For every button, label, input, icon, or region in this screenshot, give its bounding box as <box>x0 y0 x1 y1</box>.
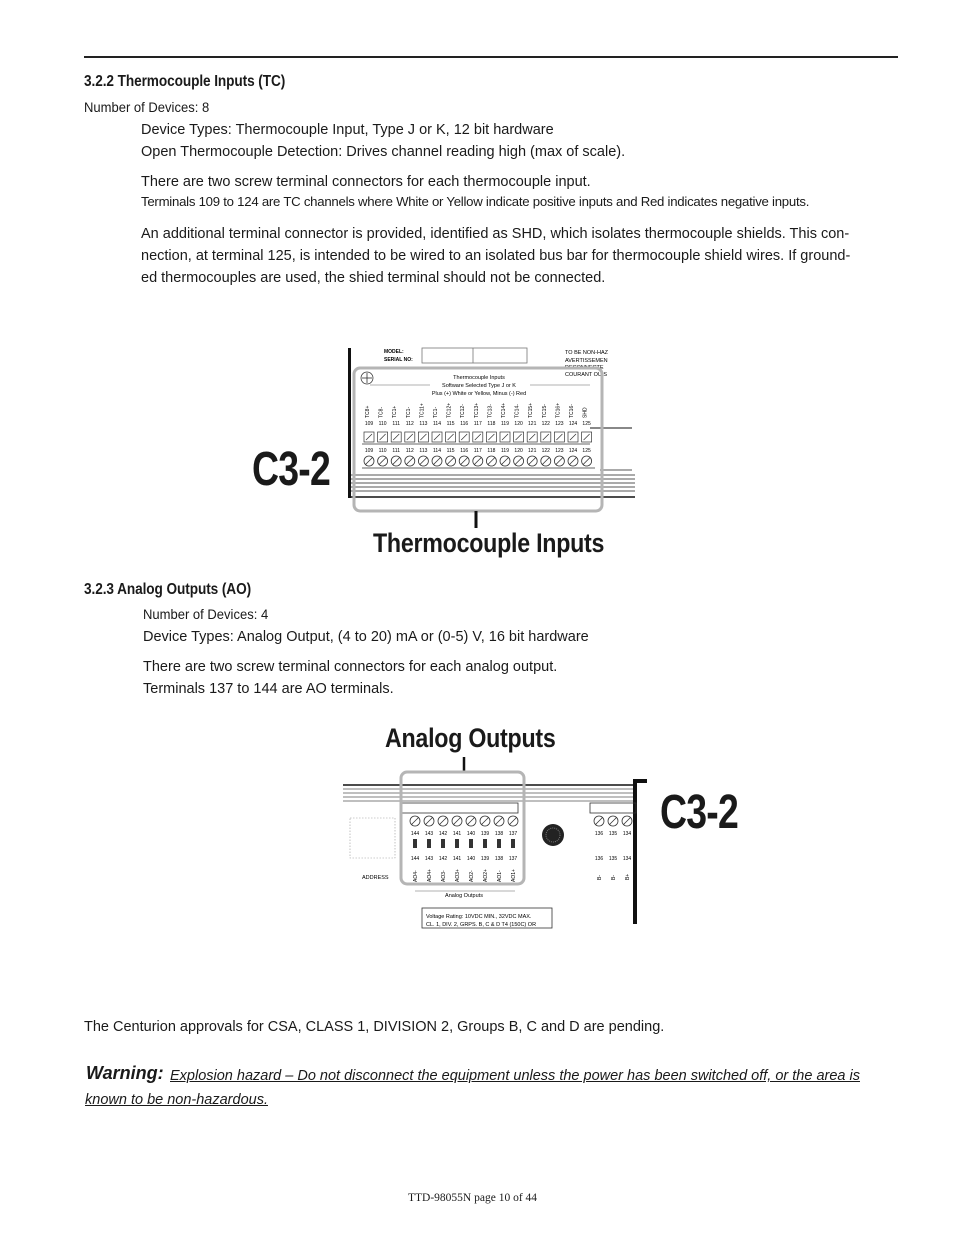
tc-terminal-number: 123 <box>555 448 564 454</box>
tc-channel-label: SHD <box>582 407 589 418</box>
tc-terminal-clamp-mark <box>407 434 413 440</box>
warning-title: Warning: <box>86 1063 164 1083</box>
ao-terminal-number: 137 <box>508 831 518 837</box>
tc-terminal-number: 122 <box>541 448 550 454</box>
tc-terminal-number: 118 <box>487 421 496 427</box>
right-screw-slot <box>596 818 603 825</box>
right-terminal-number: 136 <box>594 856 604 862</box>
tc-terminal-number: 113 <box>419 448 428 454</box>
serial-label: SERIAL NO: <box>384 357 413 363</box>
tc-channel-label: TC16+ <box>555 402 562 418</box>
tc-callout-label: Thermocouple Inputs <box>373 528 605 558</box>
tc-screw-slot <box>515 458 522 465</box>
tc-terminal-clamp-mark <box>584 434 590 440</box>
tc-shield-line-3: ed thermocouples are used, the shied terminal should not be connected. <box>141 270 606 286</box>
ao-terminal-number: 143 <box>424 856 434 862</box>
tc-screw-slot <box>488 458 495 465</box>
right-terminal-number: 134 <box>622 831 632 837</box>
ao-screw-slot <box>412 818 419 825</box>
tc-terminal-number: 124 <box>568 421 578 427</box>
tc-terminal-clamp-mark <box>380 434 386 440</box>
address-label: ADDRESS <box>362 875 389 881</box>
right-terminal-label: B+ <box>625 873 631 880</box>
tc-terminal-number: 112 <box>405 421 414 427</box>
tc-terminal-number: 121 <box>528 421 537 427</box>
ao-terminal-number: 138 <box>494 856 504 862</box>
tc-channel-label: TC12+ <box>446 402 453 418</box>
tc-terminal-clamp-mark <box>393 434 399 440</box>
tc-terminal-clamp-mark <box>366 434 372 440</box>
ao-screw-slot <box>426 818 433 825</box>
tc-terminal-number: 119 <box>501 448 509 454</box>
right-terminal-label: B- <box>611 875 617 880</box>
tc-terminal-number: 123 <box>555 421 564 427</box>
ao-terminal-number: 141 <box>452 831 462 837</box>
ao-screw-slot <box>496 818 503 825</box>
ao-terminal-pin <box>455 839 459 848</box>
tc-terminal-number: 122 <box>541 421 550 427</box>
tc-group-sub2: Plus (+) White or Yellow, Minus (-) Red <box>431 391 527 397</box>
page-footer: TTD-98055N page 10 of 44 <box>408 1192 538 1204</box>
tc-channel-label: TC14- <box>514 404 521 418</box>
tc-channel-label: TC1+ <box>392 405 399 418</box>
tc-group-sub1: Software Selected Type J or K <box>442 383 516 389</box>
tc-channel-label: TC15- <box>541 404 548 418</box>
ao-screw-slot <box>482 818 489 825</box>
tc-channel-label: TC11+ <box>419 403 426 418</box>
ao-terminal-number: 138 <box>494 831 504 837</box>
ao-channel-label: AO2- <box>469 870 475 882</box>
warning-line-2-text: known to be non-hazardous. <box>85 1092 268 1108</box>
tc-screw-slot <box>393 458 400 465</box>
ao-terminal-number: 137 <box>508 856 518 862</box>
tc-screw-slot <box>406 458 413 465</box>
tc-terminal-number: 125 <box>582 421 591 427</box>
tc-terminal-clamp-mark <box>475 434 481 440</box>
model-label: MODEL: <box>384 349 404 355</box>
tc-terminal-clamp-mark <box>570 434 576 440</box>
ao-terminal-number: 139 <box>480 856 490 862</box>
address-dip-switch <box>350 818 395 858</box>
header-rule <box>84 56 898 58</box>
tc-terminal-number: 117 <box>473 448 482 454</box>
right-screw-slot <box>610 818 617 825</box>
ao-terminal-number: 141 <box>452 856 462 862</box>
tc-terminal-number: 125 <box>582 448 591 454</box>
tc-terminal-number: 114 <box>433 421 441 427</box>
ao-terminal-number: 144 <box>410 856 420 862</box>
tc-terminal-diagram <box>340 340 640 530</box>
ao-terminal-number: 143 <box>424 831 434 837</box>
tc-terminal-number: 112 <box>405 448 414 454</box>
tc-screw-slot <box>420 458 427 465</box>
tc-terminal-number: 120 <box>514 448 523 454</box>
tc-screw-slot <box>379 458 386 465</box>
ao-terminal-pin <box>497 839 501 848</box>
tc-board-label: C3-2 <box>252 443 331 496</box>
section-heading-tc: 3.2.2 Thermocouple Inputs (TC) <box>84 73 286 90</box>
tc-terminal-number: 116 <box>460 421 469 427</box>
tc-screw-slot <box>570 458 577 465</box>
tc-terminal-number: 109 <box>364 421 374 427</box>
ao-callout-label: Analog Outputs <box>385 723 556 753</box>
ao-channel-label: AO2+ <box>483 869 489 882</box>
tc-screw-slot <box>542 458 549 465</box>
right-screw-slot <box>624 818 631 825</box>
tc-terminal-number: 110 <box>378 448 387 454</box>
tc-terminal-clamp-mark <box>529 434 535 440</box>
knob-icon <box>542 824 564 846</box>
ao-terminal-pin <box>511 839 515 848</box>
tc-screw-slot <box>366 458 373 465</box>
ao-terminal-pin <box>427 839 431 848</box>
tc-group-title: Thermocouple Inputs <box>453 375 505 381</box>
warning-line-4: COURANT OU S <box>565 372 608 378</box>
tc-screw-slot <box>583 458 590 465</box>
tc-terminal-number: 110 <box>378 421 387 427</box>
ao-terminals-text: Terminals 137 to 144 are AO terminals. <box>143 681 394 697</box>
ao-screw-slot <box>468 818 475 825</box>
ao-channel-label: AO3+ <box>455 869 461 882</box>
ao-terminal-pin <box>483 839 487 848</box>
tc-terminal-clamp-mark <box>448 434 454 440</box>
tc-terminal-clamp-mark <box>516 434 522 440</box>
ao-number-of-devices: Number of Devices: 4 <box>143 606 269 622</box>
ao-terminal-pin <box>469 839 473 848</box>
right-terminal-label: B- <box>597 875 603 880</box>
tc-terminal-number: 116 <box>460 448 469 454</box>
voltage-line-1: Voltage Rating: 10VDC MIN., 32VDC MAX. <box>426 914 532 920</box>
tc-terminal-clamp-mark <box>502 434 508 440</box>
ao-device-types: Device Types: Analog Output, (4 to 20) mA or (0-5) V, 16 bit hardware <box>143 629 589 645</box>
tc-terminal-clamp-mark <box>488 434 494 440</box>
tc-terminal-clamp-mark <box>434 434 440 440</box>
tc-terminal-number: 111 <box>392 421 401 427</box>
ao-terminal-number: 140 <box>466 856 476 862</box>
tc-channel-label: TC12- <box>460 404 467 418</box>
tc-terminal-number: 117 <box>473 421 482 427</box>
tc-terminal-number: 115 <box>446 421 455 427</box>
tc-channel-label: TC16- <box>569 404 575 418</box>
right-terminal-number: 135 <box>608 856 618 862</box>
ao-terminal-pin <box>413 839 417 848</box>
ao-terminal-number: 142 <box>438 856 448 862</box>
tc-channel-label: TC14+ <box>501 402 507 418</box>
tc-terminal-clamp-mark <box>556 434 562 440</box>
ao-terminal-number: 142 <box>438 831 448 837</box>
tc-channel-label: TC8+ <box>365 405 371 418</box>
tc-terminal-number: 114 <box>433 448 441 454</box>
tc-terminal-number: 118 <box>487 448 496 454</box>
warning-line-2: AVERTISSEMEN <box>565 358 608 364</box>
tc-terminal-number: 120 <box>514 421 523 427</box>
voltage-line-2: CL. 1, DIV. 2, GRPS. B, C & D T4 (150C) OR <box>426 922 537 928</box>
tc-screw-slot <box>529 458 536 465</box>
tc-screw-slot <box>556 458 563 465</box>
tc-device-types: Device Types: Thermocouple Input, Type J or K, 12 bit hardware <box>141 122 554 138</box>
tc-screw-slot <box>447 458 454 465</box>
warning-line-1-text: Explosion hazard – Do not disconnect the equipment unless the power has been switched off, or the area is <box>170 1068 860 1084</box>
ao-terminal-number: 144 <box>410 831 420 837</box>
warning-line-3: DECONNECTE <box>565 365 604 371</box>
tc-terminal-number: 115 <box>446 448 455 454</box>
tc-terminal-number: 121 <box>528 448 537 454</box>
tc-screw-slot <box>474 458 481 465</box>
tc-terminals-text: Terminals 109 to 124 are TC channels where White or Yellow indicate positive inputs and Red indicates negative inputs. <box>141 194 810 209</box>
ao-connectors-text: There are two screw terminal connectors for each analog output. <box>143 659 558 675</box>
ao-terminal-pin <box>441 839 445 848</box>
tc-channel-label: TC15+ <box>528 402 535 418</box>
tc-channel-label: TC13+ <box>473 402 480 418</box>
ao-channel-label: AO4- <box>413 870 419 882</box>
ao-screw-slot <box>440 818 447 825</box>
ao-terminal-diagram <box>340 755 660 930</box>
ao-terminal-number: 139 <box>480 831 490 837</box>
tc-screw-slot <box>461 458 468 465</box>
right-terminal-number: 134 <box>622 856 632 862</box>
tc-terminal-number: 124 <box>568 448 578 454</box>
ao-screw-slot <box>510 818 517 825</box>
ao-board-label: C3-2 <box>660 786 739 839</box>
tc-terminal-clamp-mark <box>543 434 549 440</box>
right-terminal-number: 135 <box>608 831 618 837</box>
tc-connectors-text: There are two screw terminal connectors for each thermocouple input. <box>141 174 591 190</box>
ao-terminal-number: 140 <box>466 831 476 837</box>
tc-channel-label: TC8- <box>378 406 385 418</box>
ao-channel-label: AO3- <box>441 870 447 882</box>
tc-terminal-clamp-mark <box>461 434 467 440</box>
ao-group-title: Analog Outputs <box>445 893 483 899</box>
tc-shield-line-1: An additional terminal connector is provided, identified as SHD, which isolates thermocouple shields. This con- <box>141 226 850 242</box>
tc-channel-label: TC1- <box>433 406 439 418</box>
tc-terminal-number: 111 <box>392 448 401 454</box>
ao-channel-label: AO1- <box>497 870 503 882</box>
tc-channel-label: TC1- <box>405 406 412 418</box>
tc-terminal-number: 119 <box>501 421 509 427</box>
tc-screw-slot <box>502 458 509 465</box>
tc-terminal-number: 109 <box>364 448 374 454</box>
approvals-text: The Centurion approvals for CSA, CLASS 1, DIVISION 2, Groups B, C and D are pending. <box>84 1019 665 1035</box>
tc-terminal-clamp-mark <box>420 434 426 440</box>
tc-screw-slot <box>434 458 441 465</box>
ao-screw-slot <box>454 818 461 825</box>
tc-number-of-devices: Number of Devices: 8 <box>84 99 210 115</box>
ao-channel-label: AO4+ <box>427 869 433 882</box>
ao-channel-label: AO1+ <box>511 869 517 882</box>
section-heading-ao: 3.2.3 Analog Outputs (AO) <box>84 581 252 598</box>
tc-channel-label: TC13- <box>487 404 494 418</box>
tc-open-detection: Open Thermocouple Detection: Drives channel reading high (max of scale). <box>141 144 626 160</box>
right-terminal-number: 136 <box>594 831 604 837</box>
tc-terminal-number: 113 <box>419 421 428 427</box>
warning-line-1: TO BE NON-HAZ <box>565 350 608 356</box>
tc-shield-line-2: nection, at terminal 125, is intended to be wired to an isolated bus bar for thermocouple shield wires. If ground- <box>141 248 851 264</box>
